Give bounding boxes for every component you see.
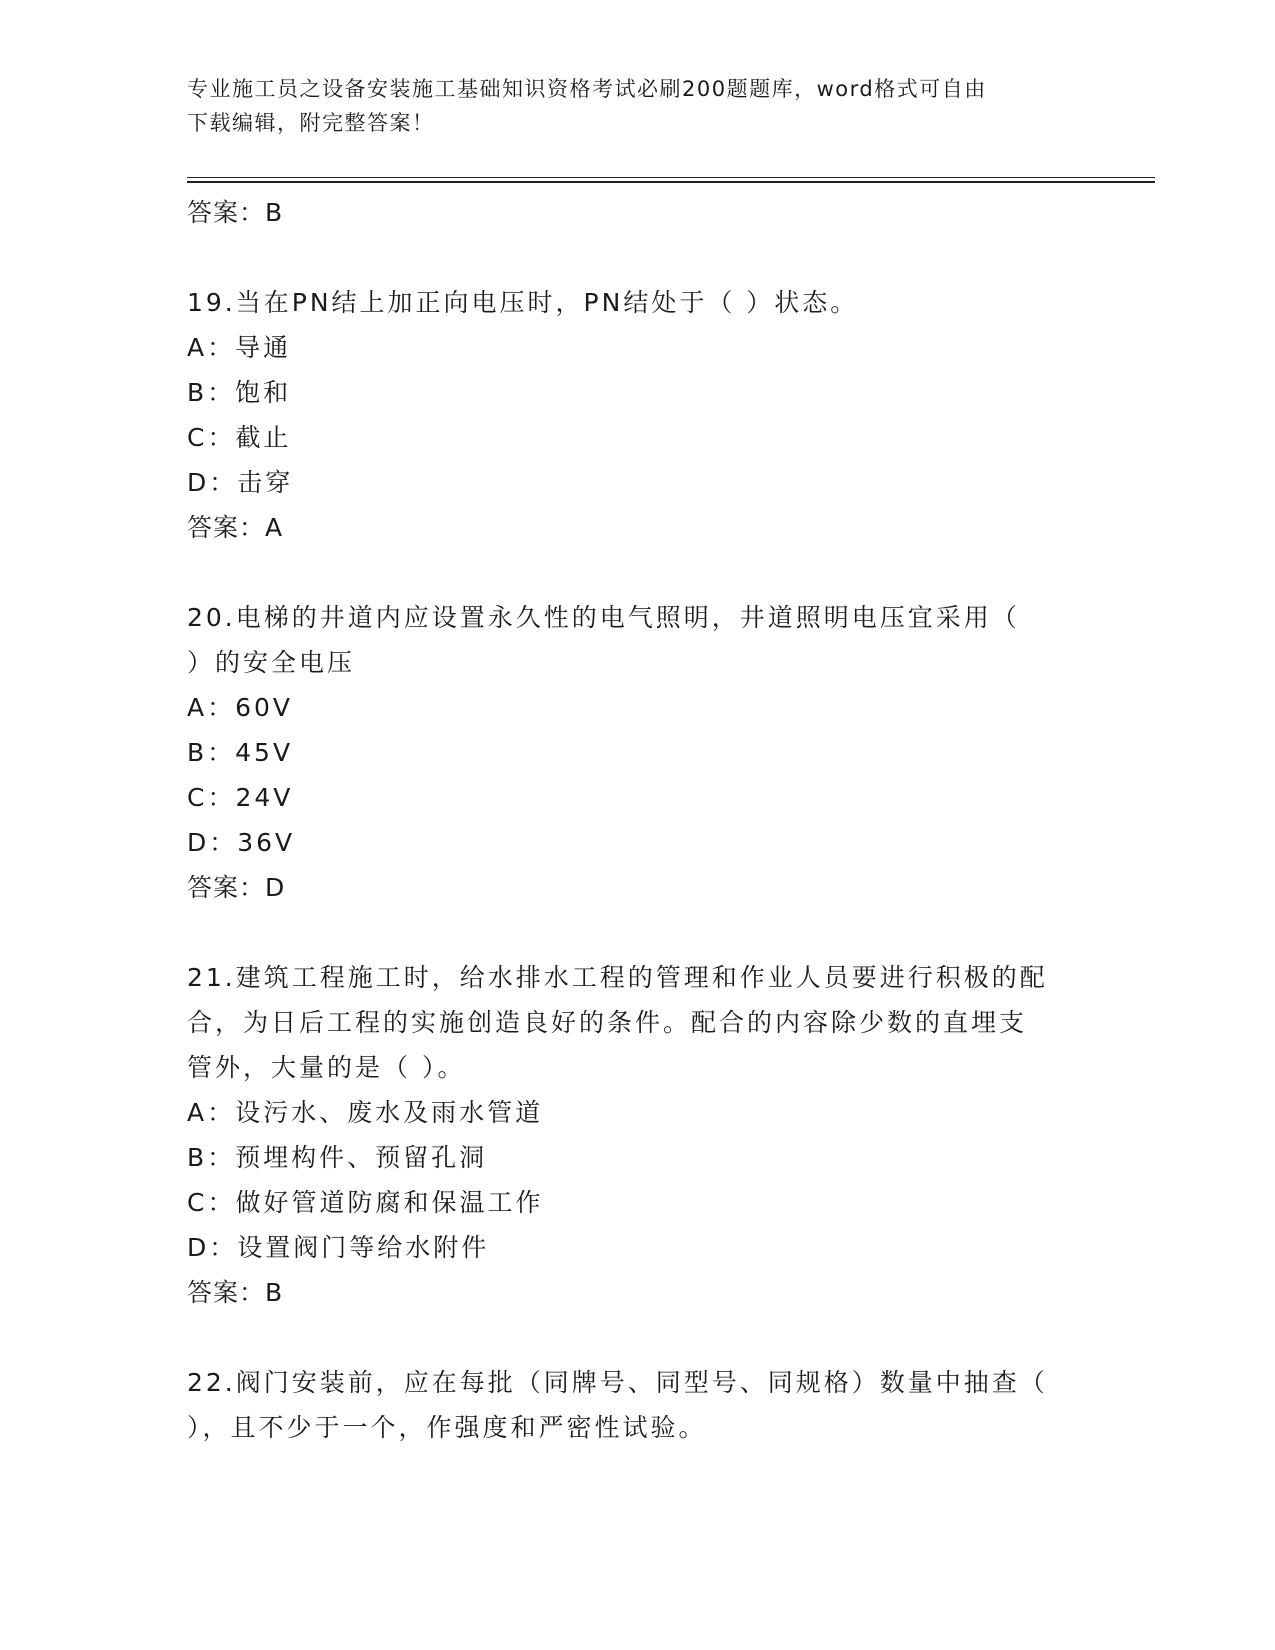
answer-line: 答案：B [187, 1278, 284, 1307]
option-d: D：设置阀门等给水附件 [187, 1233, 490, 1262]
header-line-2: 下载编辑，附完整答案！ [187, 111, 435, 135]
option-b: B：预埋构件、预留孔洞 [187, 1143, 488, 1172]
question-text: 21.建筑工程施工时，给水排水工程的管理和作业人员要进行积极的配 [187, 963, 1048, 992]
question-text: 22.阀门安装前，应在每批（同牌号、同型号、同规格）数量中抽查（ [187, 1368, 1048, 1397]
answer-line: 答案：B [187, 198, 284, 227]
question-text: 管外，大量的是（ ）。 [187, 1053, 466, 1082]
question-block [187, 955, 1087, 1315]
question-text: 20.电梯的井道内应设置永久性的电气照明，井道照明电压宜采用（ [187, 603, 1020, 632]
question-block [187, 280, 1087, 550]
option-d: D：击穿 [187, 468, 294, 497]
question-list [187, 190, 1087, 1450]
header-rule-thin [187, 177, 1155, 178]
option-d: D：36V [187, 828, 296, 857]
answer-line: 答案：A [187, 513, 284, 542]
question-text: ）的安全电压 [187, 648, 356, 677]
option-a: A：导通 [187, 333, 292, 362]
option-c: C：截止 [187, 423, 292, 452]
header-rule-thick [187, 181, 1155, 183]
option-c: C：做好管道防腐和保温工作 [187, 1188, 544, 1217]
option-a: A：设污水、废水及雨水管道 [187, 1098, 544, 1127]
option-a: A：60V [187, 693, 294, 722]
question-text: 19.当在PN结上加正向电压时，PN结处于（ ）状态。 [187, 288, 859, 317]
question-text: ），且不少于一个，作强度和严密性试验。 [187, 1413, 707, 1442]
option-c: C：24V [187, 783, 294, 812]
option-b: B：45V [187, 738, 294, 767]
answer-line: 答案：D [187, 873, 286, 902]
document-header [187, 72, 1087, 140]
header-line-1: 专业施工员之设备安装施工基础知识资格考试必刷200题题库，word格式可自由 [187, 77, 987, 101]
option-b: B：饱和 [187, 378, 292, 407]
question-text: 合，为日后工程的实施创造良好的条件。配合的内容除少数的直埋支 [187, 1008, 1028, 1037]
question-block [187, 595, 1087, 910]
question-block [187, 1360, 1087, 1450]
